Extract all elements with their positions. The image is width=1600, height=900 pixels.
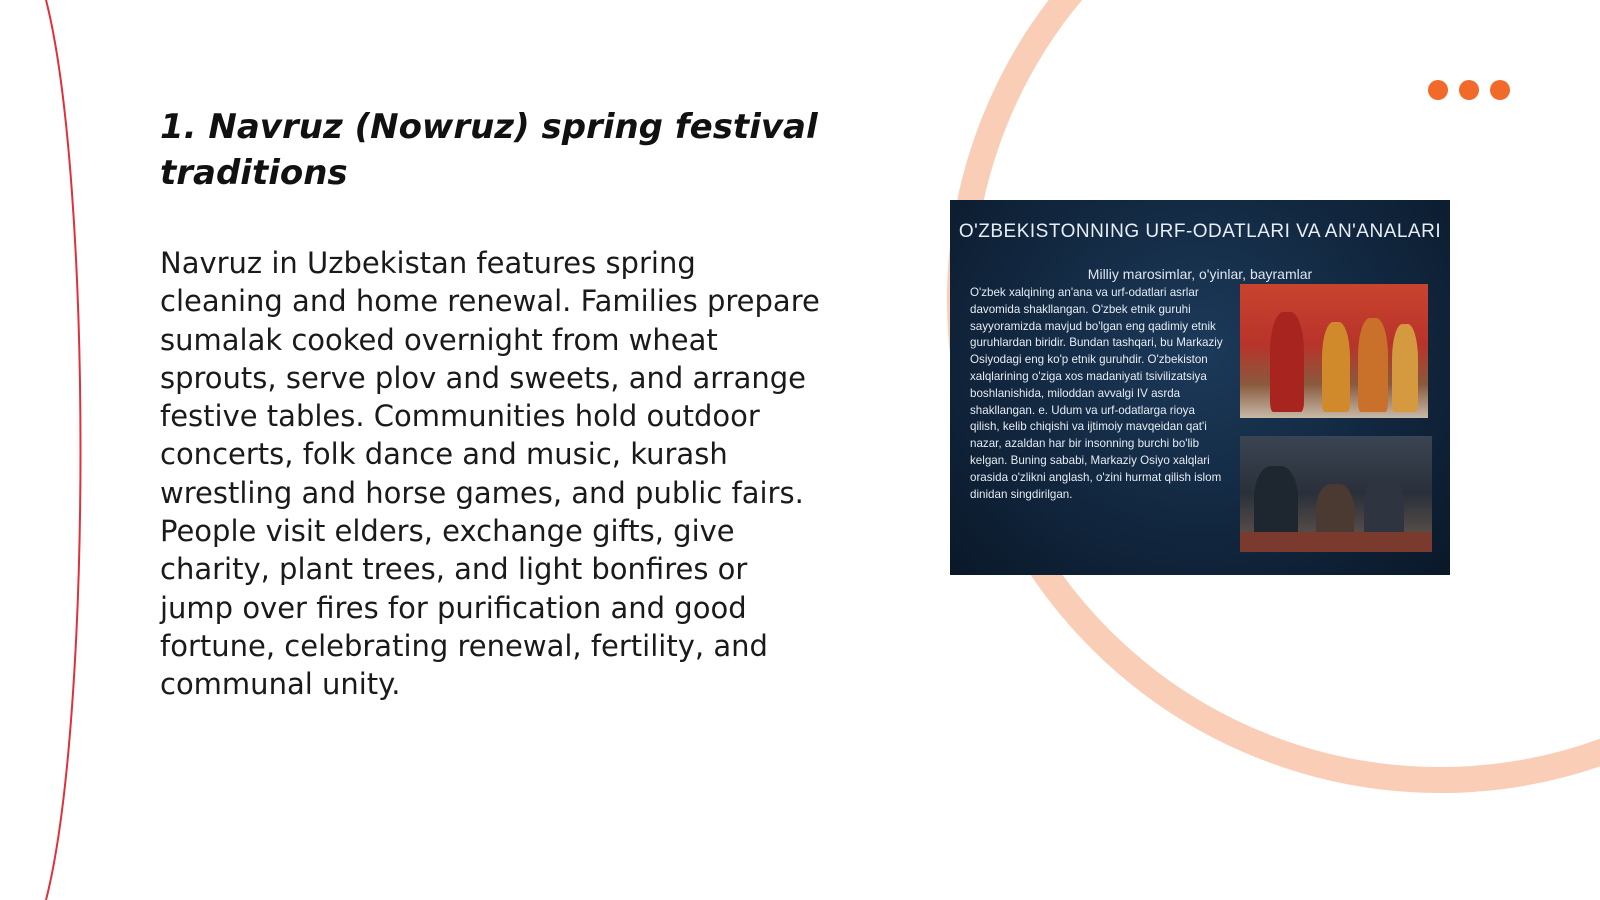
image-subtitle: Milliy marosimlar, o'yinlar, bayramlar [1087,266,1313,282]
image-title: O'ZBEKISTONNING URF-ODATLARI VA AN'ANALARI [958,221,1442,242]
dot-3 [1490,80,1510,100]
left-red-curve [46,0,81,900]
dot-1 [1428,80,1448,100]
image-text: O'zbek xalqining an'ana va urf-odatlari asrlar davomida shakllangan. O'zbek etnik guruhi sayyoramizda mavjud bo'lgan eng qadimiy etnik guruhlardan biridir. Bundan tashqari, bu Markaziy Osiyodagi eng ko'p etnik guruhdir. O'zbekiston xalqlarining o'ziga xos madaniyati tsivilizatsiya boshlanishida, miloddan avvalgi IV asrda shakllangan. e. Udum va urf-odatlarga rioya qilish, kelib chiqishi va ijtimoiy mavqeidan qat'i nazar, azaldan har bir insonning burchi bo'lib kelgan. Buning sababi, Markaziy Osiyo xalqlari orasida o'zlikni anglash, o'zini hurmat qilish islom dinidan singdirilgan. [970,286,1223,501]
slide-body-text: Navruz in Uzbekistan features spring cleaning and home renewal. Families prepare sumalak cooked overnight from wheat sprouts, serve plov and sweets, and arrange festive tables. Communities hold outdoor concerts, folk dance and music, kurash wrestling and horse games, and public fairs. People visit elders, exchange gifts, give charity, plant trees, and light bonfires or jump over fires for purification and good fortune, celebrating renewal, fertility, and communal unity. [160,246,820,702]
dot-2 [1459,80,1479,100]
slide-title: 1. Navruz (Nowruz) spring festival traditions [160,107,818,193]
three-dots-icon [1428,80,1510,100]
dance-photo [1240,284,1428,418]
ceremony-photo [1240,436,1432,552]
slide-image [950,200,1450,575]
